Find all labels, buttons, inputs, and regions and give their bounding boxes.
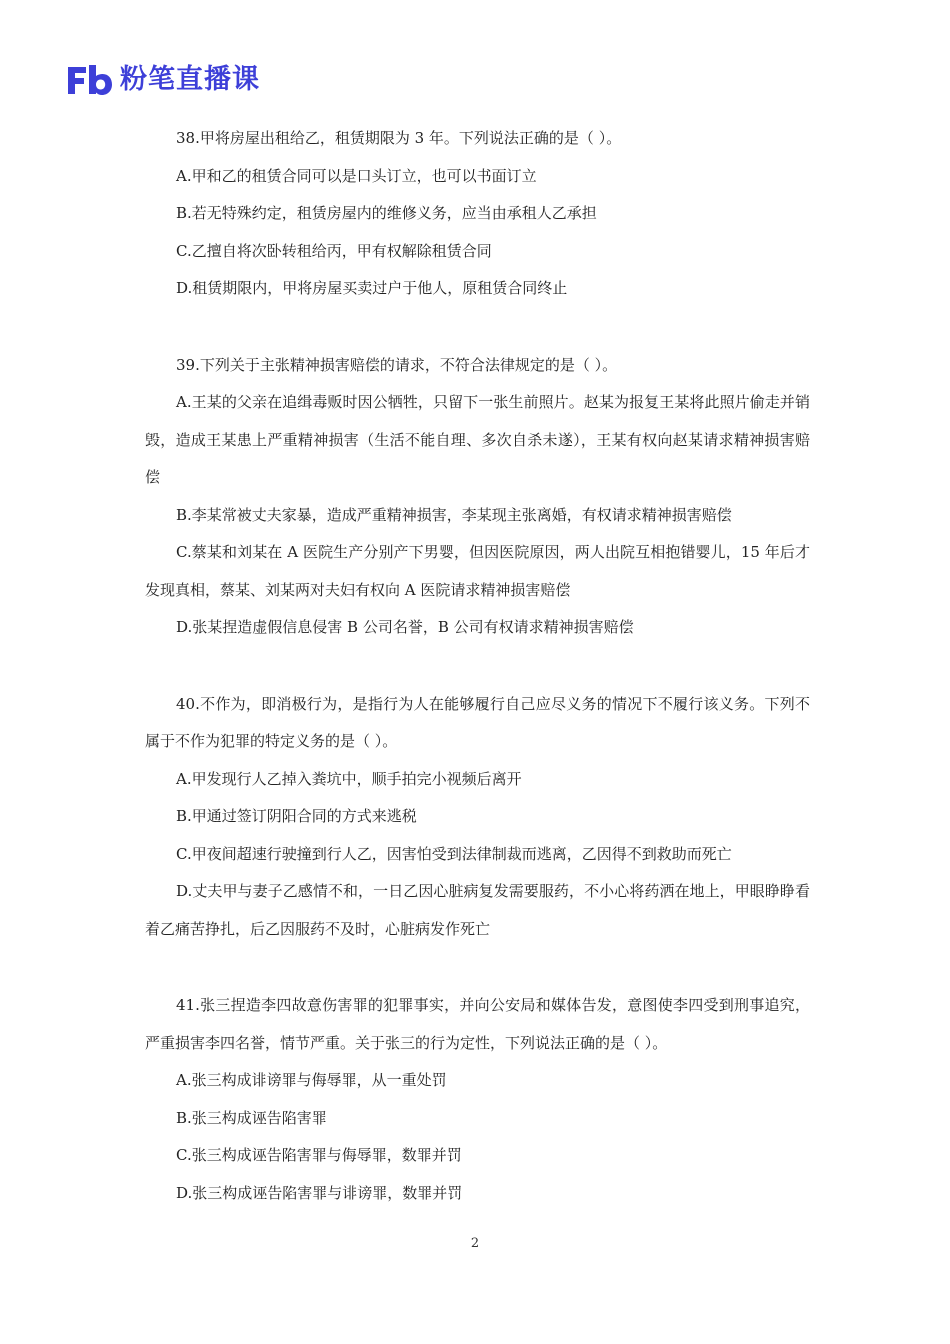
option-b: B.若无特殊约定，租赁房屋内的维修义务，应当由承租人乙承担 xyxy=(176,204,597,222)
question-38 xyxy=(145,120,810,308)
question-stem: 38.甲将房屋出租给乙，租赁期限为 3 年。下列说法正确的是（ ）。 xyxy=(176,129,622,147)
question-stem: 40.不作为，即消极行为，是指行为人在能够履行自己应尽义务的情况下不履行该义务。下列不属于不作为犯罪的特定义务的是（ ）。 xyxy=(145,694,810,750)
option-c: C.张三构成诬告陷害罪与侮辱罪，数罪并罚 xyxy=(176,1146,462,1164)
option-b: B.张三构成诬告陷害罪 xyxy=(176,1108,327,1127)
option-c: C.甲夜间超速行驶撞到行人乙，因害怕受到法律制裁而逃离，乙因得不到救助而死亡 xyxy=(176,844,732,863)
question-list xyxy=(145,120,810,1251)
brand-name: 粉笔直播课 xyxy=(120,64,260,95)
option-c: C.蔡某和刘某在 A 医院生产分别产下男婴，但因医院原因，两人出院互相抱错婴儿，15 年后才发现真相，蔡某、刘某两对夫妇有权向 A 医院请求精神损害赔偿 xyxy=(145,543,810,599)
page-number: 2 xyxy=(470,1236,480,1251)
option-a: A.张三构成诽谤罪与侮辱罪，从一重处罚 xyxy=(176,1071,447,1089)
question-40 xyxy=(145,686,810,949)
option-c: C.乙擅自将次卧转租给丙，甲有权解除租赁合同 xyxy=(176,241,492,260)
option-d: D.租赁期限内，甲将房屋买卖过户于他人，原租赁合同终止 xyxy=(176,279,568,297)
option-a: A.甲发现行人乙掉入粪坑中，顺手拍完小视频后离开 xyxy=(176,769,522,788)
option-b: B.李某常被丈夫家暴，造成严重精神损害，李某现主张离婚，有权请求精神损害赔偿 xyxy=(176,505,732,524)
option-a: A.王某的父亲在追缉毒贩时因公牺牲，只留下一张生前照片。赵某为报复王某将此照片偷走并销毁，造成王某患上严重精神损害（生活不能自理、多次自杀未遂），王某有权向赵某请求精神损害赔偿 xyxy=(145,393,810,486)
question-stem: 41.张三捏造李四故意伤害罪的犯罪事实，并向公安局和媒体告发，意图使李四受到刑事追究，严重损害李四名誉，情节严重。关于张三的行为定性，下列说法正确的是（ ）。 xyxy=(145,996,810,1052)
brand-logo xyxy=(66,62,260,98)
fb-logo-icon xyxy=(66,63,114,97)
option-d: D.丈夫甲与妻子乙感情不和，一日乙因心脏病复发需要服药，不小心将药洒在地上，甲眼睁睁看着乙痛苦挣扎，后乙因服药不及时，心脏病发作死亡 xyxy=(145,882,810,938)
option-d: D.张三构成诬告陷害罪与诽谤罪，数罪并罚 xyxy=(176,1183,463,1202)
question-39 xyxy=(145,347,810,647)
option-d: D.张某捏造虚假信息侵害 B 公司名誉，B 公司有权请求精神损害赔偿 xyxy=(176,618,634,636)
option-b: B.甲通过签订阴阳合同的方式来逃税 xyxy=(176,807,417,825)
question-41 xyxy=(145,987,810,1212)
option-a: A.甲和乙的租赁合同可以是口头订立，也可以书面订立 xyxy=(176,166,537,185)
question-stem: 39.下列关于主张精神损害赔偿的请求，不符合法律规定的是（ ）。 xyxy=(176,355,618,374)
